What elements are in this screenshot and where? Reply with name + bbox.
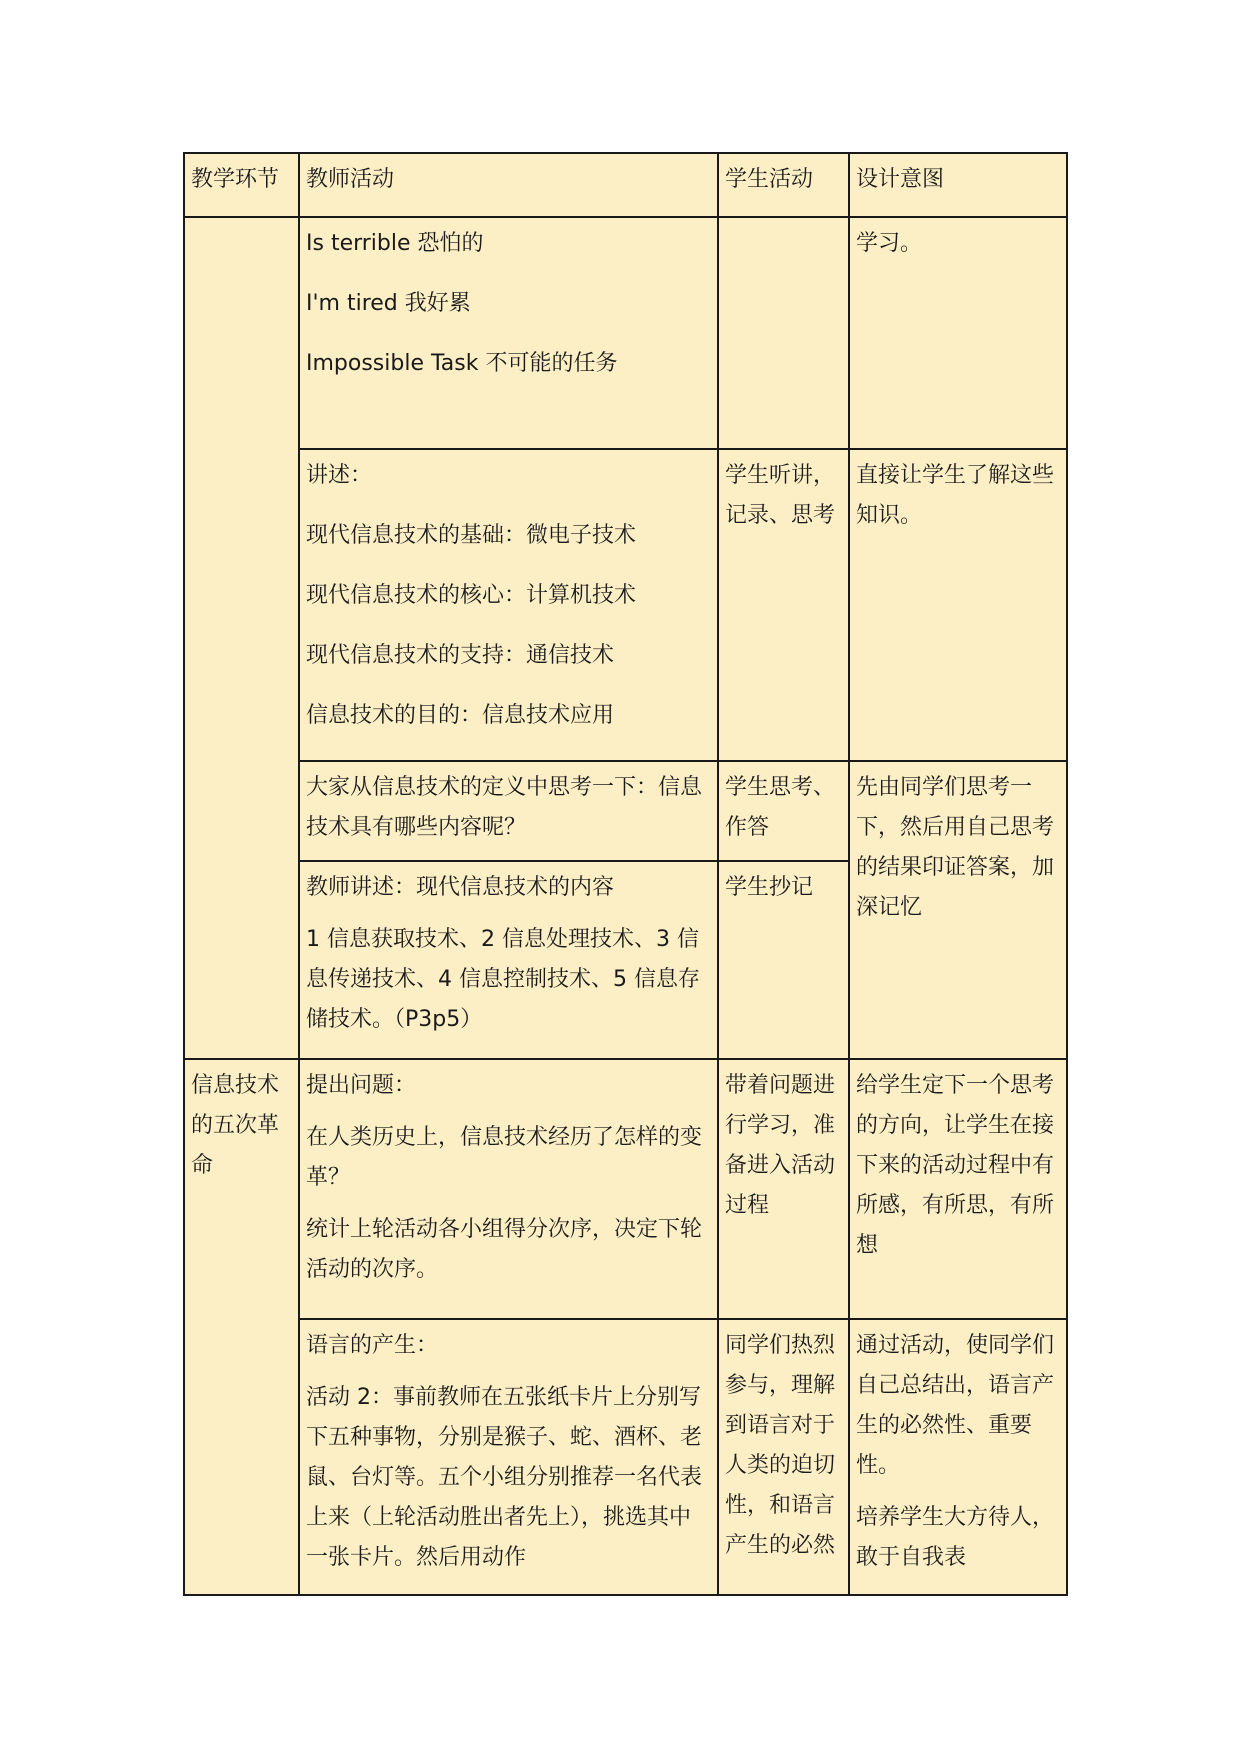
explain-line: 现代信息技术的支持：通信技术 [306, 643, 615, 668]
header-design-intent: 设计意图 [849, 153, 1067, 217]
explain-line: 信息技术的目的：信息技术应用 [306, 703, 615, 728]
student-cell: 学生抄记 [718, 861, 849, 1059]
teacher-cell [299, 1059, 718, 1319]
content-line: 教师讲述：现代信息技术的内容 [306, 875, 615, 900]
content-line: 1 信息获取技术、2 信息处理技术、3 信息传递技术、4 信息控制技术、5 信息存储技术。（P3p5） [306, 927, 700, 1032]
table-row [184, 449, 1067, 761]
intent-cell: 先由同学们思考一下，然后用自己思考的结果印证答案，加深记忆 [849, 761, 1067, 1059]
student-cell: 带着问题进行学习，准备进入活动过程 [718, 1059, 849, 1319]
intent-cell: 直接让学生了解这些知识。 [849, 449, 1067, 761]
explain-line: 现代信息技术的核心：计算机技术 [306, 583, 637, 608]
intent-cell: 给学生定下一个思考的方向，让学生在接下来的活动过程中有所感，有所思，有所想 [849, 1059, 1067, 1319]
intent-line: 培养学生大方待人，敢于自我表 [856, 1505, 1055, 1570]
intent-cell: 学习。 [849, 217, 1067, 449]
teacher-cell: 大家从信息技术的定义中思考一下：信息技术具有哪些内容呢？ [299, 761, 718, 861]
question-line: 提出问题： [306, 1073, 417, 1098]
lesson-plan-table [183, 152, 1068, 1596]
table-row [184, 761, 1067, 861]
teacher-cell [299, 1319, 718, 1595]
table-row [184, 217, 1067, 449]
table-header-row [184, 153, 1067, 217]
student-cell: 同学们热烈参与，理解到语言对于人类的迫切性，和语言产生的必然 [718, 1319, 849, 1595]
table-row [184, 1059, 1067, 1319]
vocab-line: I'm tired 我好累 [306, 291, 471, 316]
explain-line: 讲述： [306, 463, 373, 488]
language-line: 语言的产生： [306, 1333, 439, 1358]
header-student-activity: 学生活动 [718, 153, 849, 217]
student-cell [718, 217, 849, 449]
vocab-line: Is terrible 恐怕的 [306, 231, 484, 256]
teacher-cell [299, 449, 718, 761]
table-row [184, 1319, 1067, 1595]
header-stage: 教学环节 [184, 153, 299, 217]
stage-cell-empty [184, 217, 299, 1059]
header-teacher-activity: 教师活动 [299, 153, 718, 217]
language-line: 活动 2：事前教师在五张纸卡片上分别写下五种事物，分别是猴子、蛇、酒杯、老鼠、台灯等。五个小组分别推荐一名代表上来（上轮活动胜出者先上），挑选其中一张卡片。然后用动作 [306, 1385, 703, 1570]
intent-cell [849, 1319, 1067, 1595]
vocab-line: Impossible Task 不可能的任务 [306, 351, 618, 376]
student-cell: 学生思考、作答 [718, 761, 849, 861]
question-line: 在人类历史上，信息技术经历了怎样的变革？ [306, 1125, 703, 1190]
teacher-cell [299, 217, 718, 449]
stage-cell: 信息技术的五次革命 [184, 1059, 299, 1595]
student-cell: 学生听讲，记录、思考 [718, 449, 849, 761]
intent-line: 通过活动，使同学们自己总结出，语言产生的必然性、重要性。 [856, 1333, 1055, 1478]
question-line: 统计上轮活动各小组得分次序，决定下轮活动的次序。 [306, 1217, 703, 1282]
explain-line: 现代信息技术的基础：微电子技术 [306, 523, 637, 548]
teacher-cell [299, 861, 718, 1059]
